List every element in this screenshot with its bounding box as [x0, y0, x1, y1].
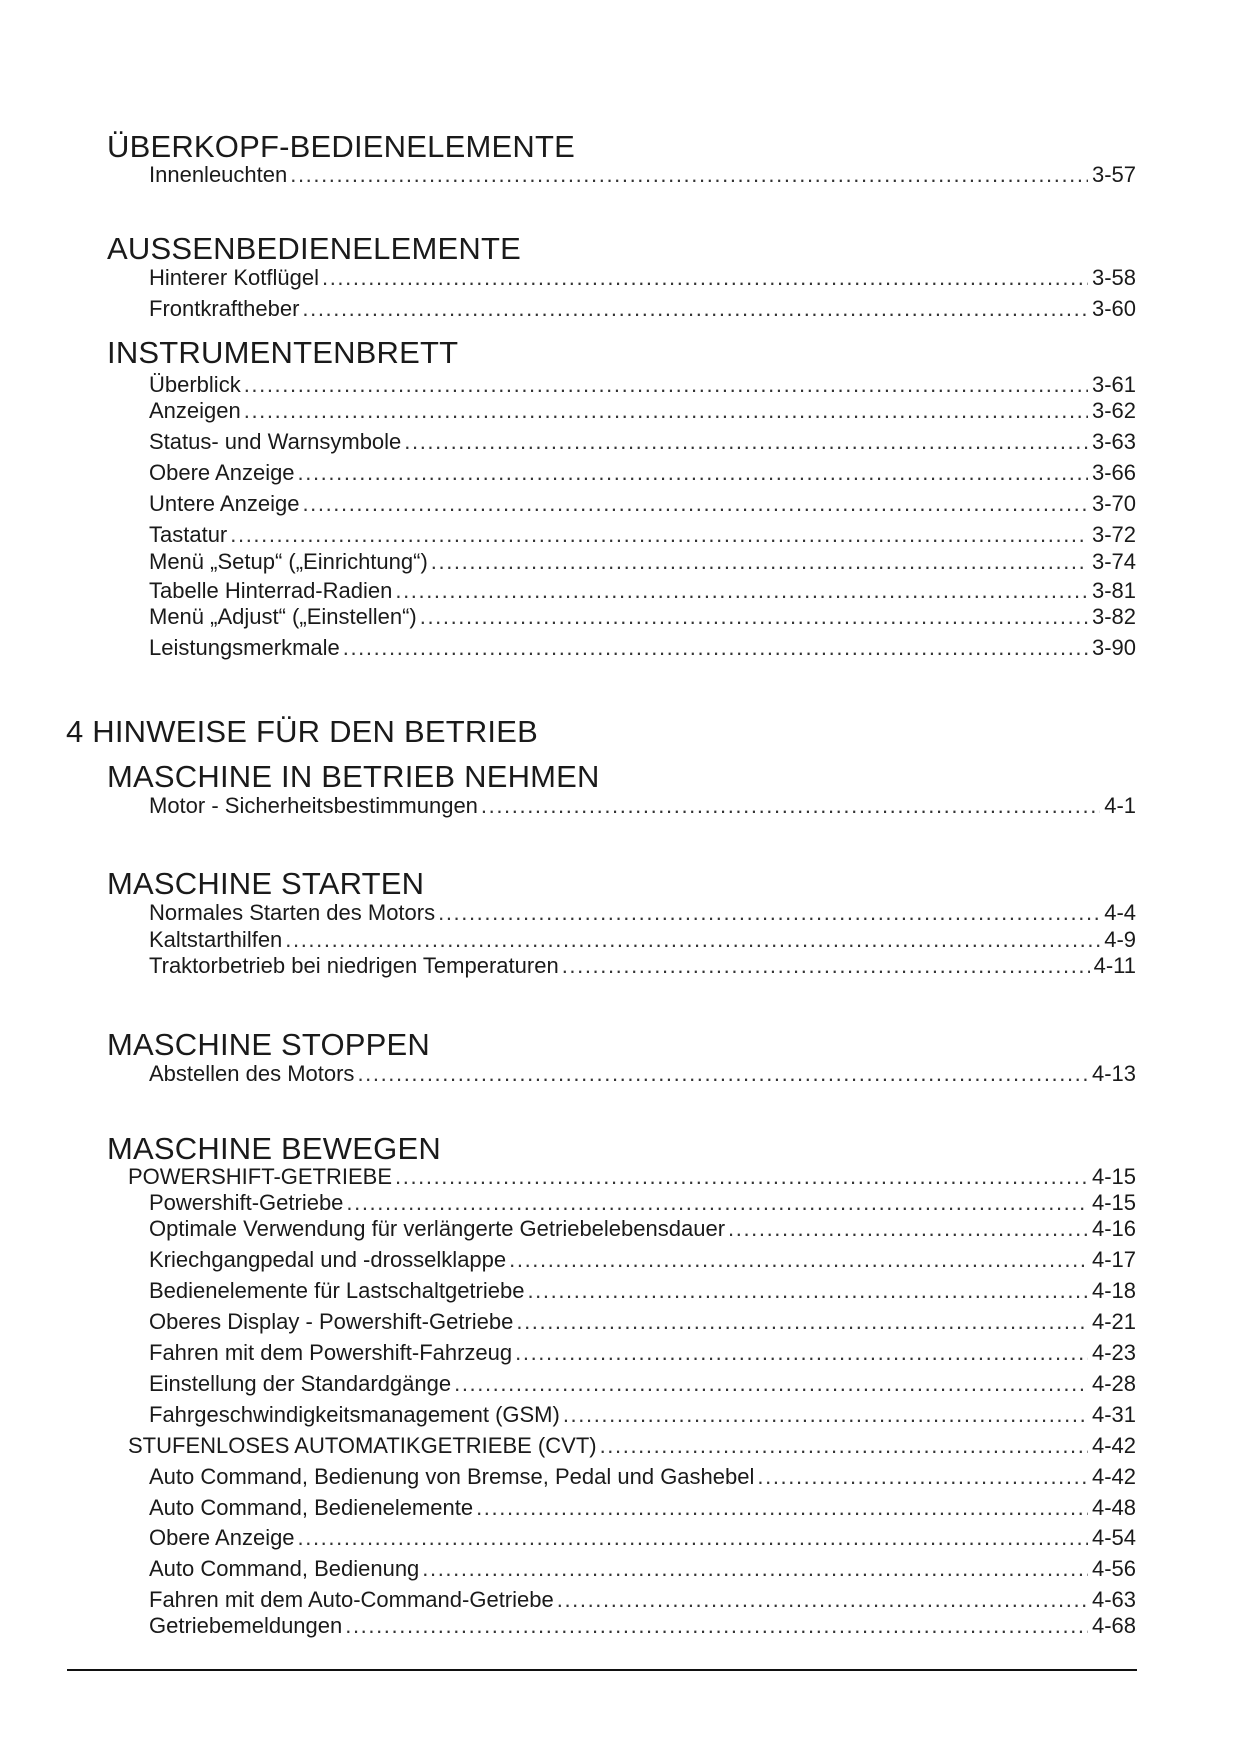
- toc-entry-page: 3-90: [1091, 635, 1136, 660]
- toc-entry-label: Getriebemeldungen: [149, 1613, 343, 1638]
- dot-leader: [395, 580, 1088, 602]
- toc-entry-page: 4-1: [1104, 793, 1136, 818]
- section-heading: INSTRUMENTENBRETT: [107, 335, 459, 370]
- toc-entry-label: Tabelle Hinterrad-Radien: [149, 578, 393, 603]
- toc-entry-page: 3-81: [1091, 578, 1136, 603]
- dot-leader: [357, 1063, 1088, 1085]
- dot-leader: [562, 955, 1090, 977]
- toc-entry-label: Auto Command, Bedienelemente: [149, 1495, 474, 1520]
- dot-leader: [302, 298, 1088, 320]
- toc-entry-label: Oberes Display - Powershift-Getriebe: [149, 1309, 514, 1334]
- toc-entry-label: STUFENLOSES AUTOMATIKGETRIEBE (CVT): [128, 1433, 597, 1458]
- toc-entry-label: Auto Command, Bedienung von Bremse, Pedal und Gashebel: [149, 1464, 755, 1489]
- toc-entry-label: Kriechgangpedal und -drosselklappe: [149, 1247, 507, 1272]
- toc-entry[interactable]: [149, 267, 1136, 293]
- toc-entry-page: 4-54: [1091, 1525, 1136, 1550]
- toc-entry[interactable]: [149, 1589, 1136, 1615]
- toc-entry[interactable]: [149, 580, 1136, 606]
- toc-entry[interactable]: [149, 1497, 1136, 1523]
- toc-entry-page: 4-18: [1091, 1278, 1136, 1303]
- toc-entry-page: 4-13: [1091, 1061, 1136, 1086]
- toc-entry-page: 4-56: [1091, 1556, 1136, 1581]
- toc-entry-page: 4-21: [1091, 1309, 1136, 1334]
- dot-leader: [516, 1311, 1088, 1333]
- toc-entry-label: Auto Command, Bedienung: [149, 1556, 420, 1581]
- toc-entry[interactable]: [149, 606, 1136, 632]
- toc-entry-page: 4-68: [1091, 1613, 1136, 1638]
- toc-entry[interactable]: [149, 1192, 1136, 1218]
- toc-entry-label: Fahren mit dem Powershift-Fahrzeug: [149, 1340, 513, 1365]
- toc-entry[interactable]: [149, 1466, 1136, 1492]
- toc-entry-label: Status- und Warnsymbole: [149, 429, 402, 454]
- toc-entry[interactable]: [149, 164, 1136, 190]
- toc-entry[interactable]: [149, 955, 1136, 981]
- dot-leader: [343, 637, 1088, 659]
- toc-entry-label: Obere Anzeige: [149, 1525, 295, 1550]
- toc-entry[interactable]: [149, 1527, 1136, 1553]
- toc-entry-page: 3-58: [1091, 265, 1136, 290]
- toc-entry-page: 4-63: [1091, 1587, 1136, 1612]
- toc-entry[interactable]: [149, 1373, 1136, 1399]
- toc-entry-label: Abstellen des Motors: [149, 1061, 355, 1086]
- dot-leader: [346, 1192, 1088, 1214]
- toc-entry-page: 3-74: [1091, 549, 1136, 574]
- dot-leader: [757, 1466, 1088, 1488]
- toc-entry[interactable]: [149, 795, 1136, 821]
- toc-entry-label: Leistungsmerkmale: [149, 635, 340, 660]
- toc-entry-label: Traktorbetrieb bei niedrigen Temperaturen: [149, 953, 559, 978]
- dot-leader: [244, 400, 1088, 422]
- toc-entry[interactable]: [149, 400, 1136, 426]
- toc-entry-label: Normales Starten des Motors: [149, 900, 436, 925]
- dot-leader: [322, 267, 1088, 289]
- section-heading: AUSSENBEDIENELEMENTE: [107, 231, 521, 266]
- toc-entry-page: 3-72: [1091, 522, 1136, 547]
- toc-entry[interactable]: [149, 374, 1136, 400]
- toc-entry-label: Tastatur: [149, 522, 228, 547]
- section-heading: MASCHINE STOPPEN: [107, 1027, 431, 1062]
- toc-entry-page: 4-31: [1091, 1402, 1136, 1427]
- toc-entry-label: Menü „Setup“ („Einrichtung“): [149, 549, 428, 574]
- toc-entry-page: 4-11: [1093, 953, 1136, 978]
- toc-entry[interactable]: [149, 1342, 1136, 1368]
- dot-leader: [563, 1404, 1088, 1426]
- toc-entry-page: 3-60: [1091, 296, 1136, 321]
- toc-entry[interactable]: [149, 1280, 1136, 1306]
- bottom-rule: [67, 1669, 1137, 1671]
- dot-leader: [230, 524, 1088, 546]
- toc-entry-label: Motor - Sicherheitsbestimmungen: [149, 793, 478, 818]
- toc-entry[interactable]: [149, 637, 1136, 663]
- dot-leader: [509, 1249, 1088, 1271]
- toc-entry-page: 4-15: [1091, 1164, 1136, 1189]
- toc-entry-label: Hinterer Kotflügel: [149, 265, 319, 290]
- toc-entry-label: POWERSHIFT-GETRIEBE: [128, 1164, 393, 1189]
- toc-entry-page: 4-17: [1091, 1247, 1136, 1272]
- toc-entry-page: 3-63: [1091, 429, 1136, 454]
- dot-leader: [481, 795, 1100, 817]
- toc-entry[interactable]: [149, 1404, 1136, 1430]
- toc-entry-label: Bedienelemente für Lastschaltgetriebe: [149, 1278, 525, 1303]
- toc-entry-page: 4-48: [1091, 1495, 1136, 1520]
- toc-entry-page: 4-16: [1091, 1216, 1136, 1241]
- toc-entry-page: 4-4: [1104, 900, 1136, 925]
- toc-entry[interactable]: [149, 493, 1136, 519]
- toc-entry-page: 3-57: [1091, 162, 1136, 187]
- dot-leader: [728, 1218, 1088, 1240]
- toc-entry-label: Anzeigen: [149, 398, 241, 423]
- toc-entry-label: Untere Anzeige: [149, 491, 300, 516]
- dot-leader: [527, 1280, 1087, 1302]
- dot-leader: [290, 164, 1088, 186]
- section-heading: ÜBERKOPF-BEDIENELEMENTE: [107, 129, 575, 164]
- dot-leader: [404, 431, 1088, 453]
- toc-entry-label: Optimale Verwendung für verlängerte Getriebelebensdauer: [149, 1216, 726, 1241]
- dot-leader: [395, 1166, 1088, 1188]
- toc-entry[interactable]: [149, 551, 1136, 577]
- toc-entry[interactable]: [149, 1249, 1136, 1275]
- dot-leader: [285, 929, 1100, 951]
- toc-entry[interactable]: [149, 1311, 1136, 1337]
- toc-entry[interactable]: [149, 1558, 1136, 1584]
- toc-entry[interactable]: [149, 462, 1136, 488]
- toc-entry[interactable]: [149, 431, 1136, 457]
- dot-leader: [298, 1527, 1088, 1549]
- dot-leader: [515, 1342, 1088, 1364]
- toc-entry-label: Obere Anzeige: [149, 460, 295, 485]
- toc-entry-page: 4-42: [1091, 1433, 1136, 1458]
- toc-entry-label: Kaltstarthilfen: [149, 927, 283, 952]
- toc-subheading-entry[interactable]: [128, 1435, 1136, 1461]
- toc-entry-label: Powershift-Getriebe: [149, 1190, 344, 1215]
- toc-entry-label: Innenleuchten: [149, 162, 288, 187]
- toc-entry-page: 4-15: [1091, 1190, 1136, 1215]
- toc-entry-label: Menü „Adjust“ („Einstellen“): [149, 604, 417, 629]
- dot-leader: [345, 1615, 1088, 1637]
- chapter-heading: 4 HINWEISE FÜR DEN BETRIEB: [66, 714, 538, 749]
- toc-entry[interactable]: [149, 1615, 1136, 1641]
- toc-entry-label: Frontkraftheber: [149, 296, 300, 321]
- toc-entry[interactable]: [149, 524, 1136, 550]
- dot-leader: [476, 1497, 1088, 1519]
- toc-subheading-entry[interactable]: [128, 1166, 1136, 1192]
- toc-entry-page: 4-42: [1091, 1464, 1136, 1489]
- section-heading: MASCHINE BEWEGEN: [107, 1131, 441, 1166]
- dot-leader: [438, 902, 1100, 924]
- toc-entry-page: 4-9: [1104, 927, 1136, 952]
- toc-entry-page: 3-82: [1091, 604, 1136, 629]
- toc-entry[interactable]: [149, 929, 1136, 955]
- section-heading: MASCHINE STARTEN: [107, 866, 425, 901]
- dot-leader: [422, 1558, 1088, 1580]
- toc-entry-page: 4-23: [1091, 1340, 1136, 1365]
- dot-leader: [420, 606, 1088, 628]
- dot-leader: [431, 551, 1088, 573]
- toc-entry-label: Fahren mit dem Auto-Command-Getriebe: [149, 1587, 554, 1612]
- toc-entry[interactable]: [149, 902, 1136, 928]
- toc-entry[interactable]: [149, 1063, 1136, 1089]
- dot-leader: [244, 374, 1088, 396]
- toc-entry-page: 3-62: [1091, 398, 1136, 423]
- toc-entry[interactable]: [149, 1218, 1136, 1244]
- toc-entry-page: 3-61: [1091, 372, 1136, 397]
- dot-leader: [302, 493, 1088, 515]
- toc-entry-label: Einstellung der Standardgänge: [149, 1371, 452, 1396]
- toc-entry[interactable]: [149, 298, 1136, 324]
- toc-entry-label: Überblick: [149, 372, 241, 397]
- dot-leader: [557, 1589, 1088, 1611]
- dot-leader: [298, 462, 1088, 484]
- toc-entry-page: 3-70: [1091, 491, 1136, 516]
- section-heading: MASCHINE IN BETRIEB NEHMEN: [107, 759, 600, 794]
- toc-entry-label: Fahrgeschwindigkeitsmanagement (GSM): [149, 1402, 560, 1427]
- toc-entry-page: 3-66: [1091, 460, 1136, 485]
- dot-leader: [454, 1373, 1088, 1395]
- toc-entry-page: 4-28: [1091, 1371, 1136, 1396]
- dot-leader: [600, 1435, 1088, 1457]
